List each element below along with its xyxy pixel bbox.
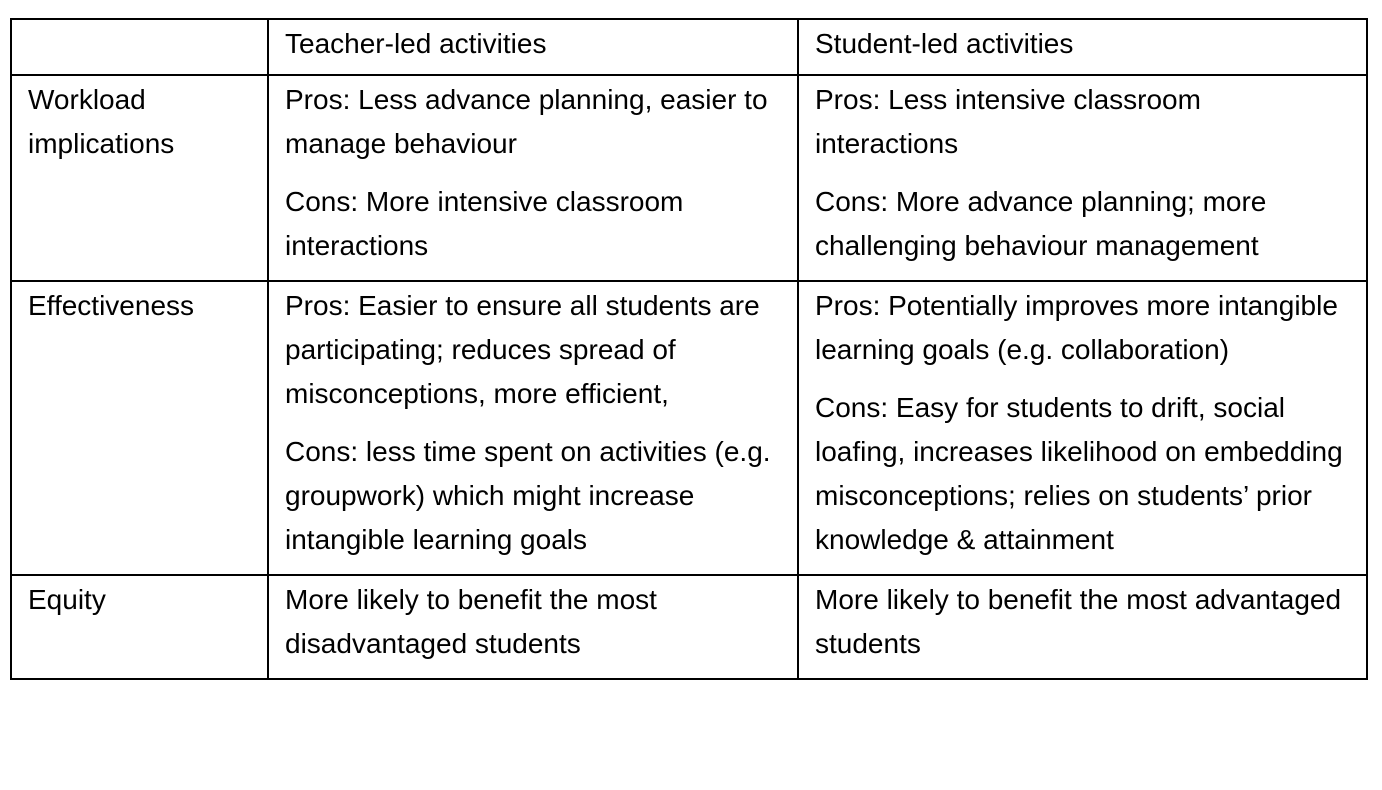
cell-equity-student [798,575,1367,679]
effectiveness-student-pros: Pros: Potentially improves more intangible learning goals (e.g. collaboration) [815,290,1338,365]
cell-effectiveness-student [798,281,1367,575]
header-corner-cell [11,19,268,75]
effectiveness-student-cons: Cons: Easy for students to drift, social loafing, increases likelihood on embedding misconceptions; relies on students’ prior knowledge & attainment [815,392,1343,555]
cell-equity-teacher [268,575,798,679]
row-label-equity: Equity [11,575,268,679]
cell-workload-student [798,75,1367,281]
table-row-workload [11,75,1367,281]
row-label-workload: Workload implications [11,75,268,281]
workload-student-pros: Pros: Less intensive classroom interactions [815,84,1201,159]
workload-teacher-cons: Cons: More intensive classroom interactions [285,186,684,261]
cell-workload-teacher [268,75,798,281]
header-teacher-led: Teacher-led activities [268,19,798,75]
workload-teacher-pros: Pros: Less advance planning, easier to manage behaviour [285,84,768,159]
table-row-effectiveness [11,281,1367,575]
workload-student-cons: Cons: More advance planning; more challenging behaviour management [815,186,1267,261]
effectiveness-teacher-pros: Pros: Easier to ensure all students are participating; reduces spread of misconceptions, more efficient, [285,290,760,409]
equity-student-text: More likely to benefit the most advantaged students [815,584,1342,659]
table-header-row [11,19,1367,75]
effectiveness-teacher-cons: Cons: less time spent on activities (e.g. groupwork) which might increase intangible learning goals [285,436,771,555]
cell-effectiveness-teacher [268,281,798,575]
comparison-table [10,18,1368,680]
header-student-led: Student-led activities [798,19,1367,75]
table-row-equity [11,575,1367,679]
row-label-effectiveness: Effectiveness [11,281,268,575]
equity-teacher-text: More likely to benefit the most disadvantaged students [285,584,657,659]
